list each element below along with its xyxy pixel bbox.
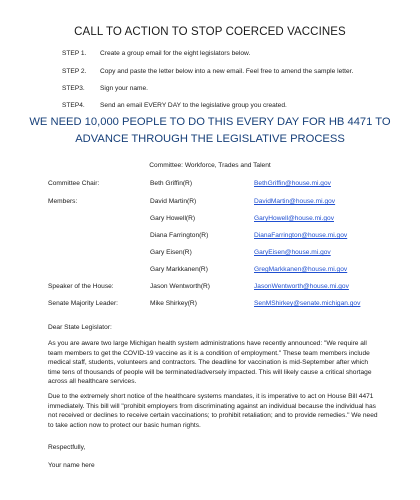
step-text: Send an email EVERY DAY to the legislative group you created.	[100, 102, 287, 109]
legislator-email-link[interactable]: GaryHowell@house.mi.gov	[254, 215, 334, 222]
document-title: CALL TO ACTION TO STOP COERCED VACCINES	[74, 26, 346, 38]
legislator-name: Mike Shirkey(R)	[150, 300, 197, 307]
legislator-name: Gary Eisen(R)	[150, 249, 192, 256]
legislator-email-link[interactable]: JasonWentworth@house.mi.gov	[254, 283, 349, 290]
letter-signature: Your name here	[48, 462, 95, 469]
step-1	[62, 50, 250, 57]
legislator-email-link[interactable]: GaryEisen@house.mi.gov	[254, 249, 331, 256]
legislator-email-link[interactable]: SenMShirkey@senate.michigan.gov	[254, 300, 361, 307]
step-number: STEP 1.	[62, 50, 87, 57]
step-text: Create a group email for the eight legislators below.	[100, 50, 251, 57]
legislator-name: Diana Farrington(R)	[150, 232, 209, 239]
step-2	[62, 68, 353, 75]
legislator-role: Senate Majority Leader:	[48, 300, 119, 307]
step-number: STEP4.	[62, 102, 85, 109]
letter-closing: Respectfully,	[48, 444, 86, 451]
legislator-email-link[interactable]: DianaFarrington@house.mi.gov	[254, 232, 348, 239]
committee-name: Committee: Workforce, Trades and Talent	[149, 162, 271, 169]
legislator-name: Gary Howell(R)	[150, 215, 196, 222]
legislator-email-link[interactable]: GregMarkkanen@house.mi.gov	[254, 266, 348, 273]
legislator-role: Speaker of the House:	[48, 283, 114, 290]
legislator-name: Gary Markkanen(R)	[150, 266, 208, 273]
legislator-email-link[interactable]: DavidMartin@house.mi.gov	[254, 198, 336, 205]
legislator-name: Beth Griffin(R)	[150, 180, 193, 187]
legislator-role: Committee Chair:	[48, 180, 100, 187]
letter-paragraph-2: Due to the extremely short notice of the healthcare systems mandates, it is imperative to act on House Bill 4471 immediately. This bill will "prohibit employers from discriminating against an individual because the individual has not received or declines to receive certain vaccinations; to prohibit retaliation; and to provide remedies." We need to take action now to protect our basic human rights.	[48, 393, 378, 429]
step-text: Sign your name.	[100, 85, 149, 92]
legislator-name: David Martin(R)	[150, 198, 197, 205]
step-number: STEP3.	[62, 85, 85, 92]
headline-line-1: WE NEED 10,000 PEOPLE TO DO THIS EVERY DAY FOR HB 4471 TO	[29, 116, 391, 128]
step-text: Copy and paste the letter below into a new email. Feel free to amend the sample letter.	[100, 68, 354, 75]
legislator-email-link[interactable]: BethGriffin@house.mi.gov	[254, 180, 331, 187]
step-number: STEP 2.	[62, 68, 87, 75]
legislator-name: Jason Wentworth(R)	[150, 283, 210, 290]
headline-line-2: ADVANCE THROUGH THE LEGISLATIVE PROCESS	[75, 133, 345, 145]
letter-salutation: Dear State Legislator:	[48, 324, 112, 331]
step-4	[62, 102, 287, 109]
letter-paragraph-1: As you are aware two large Michigan health system administrations have recently announced: "We require all team members to get the COVID-19 vaccine as it is a condition of employment." These team members include medical staff, students, volunteers and contractors. The deadline for vaccination is mid-September after which time tens of thousands of people will be terminated/adversely impacted. This will likely cause a critical shortage across all healthcare services.	[48, 340, 372, 386]
step-3	[62, 85, 148, 92]
legislator-role: Members:	[48, 198, 78, 205]
